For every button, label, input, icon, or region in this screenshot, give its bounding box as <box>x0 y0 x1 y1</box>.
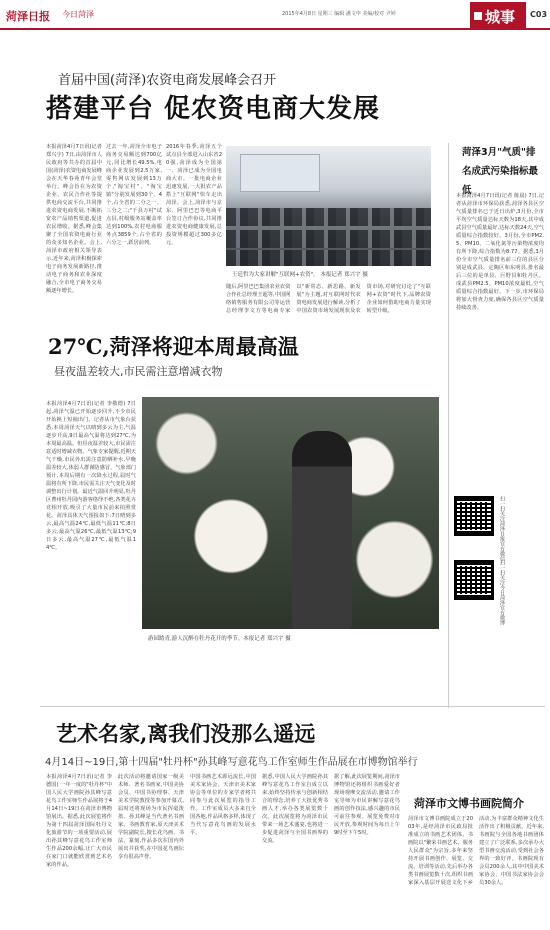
masthead-subtitle: 今日菏泽 <box>62 10 94 19</box>
article4-headline: 菏泽市文博书画院简介 <box>414 797 524 810</box>
side-article-headline: 菏泽3月"气质"排名成武污染指标最低 <box>462 147 539 196</box>
article1-headline: 搭建平台 促农资电商大发展 <box>46 94 381 124</box>
article1-column-1: 本报菏泽4月7日讯(记者 郑兴宇) 7日,由菏泽市人民政府等共办的首届中国(菏泽)农资电商发展峰会在天华春苑青年会堂举行。峰会旨在为农资企业、农民合作社等提供电商交流平台,共同推进农资电商发展,不断拓宽农产品销售渠道,促进农民增收。据悉,峰会集聚了全国农资电商行业的众多知名企业。会上,菏泽市政府相关领导表示,近年来,菏泽积极探索电子商务发展新路径,推动电子商务和农业深度融合,全市电子商务交易额逐年增长。 <box>46 144 102 294</box>
article1-photo-caption: 王廷哲为大家讲解"互联网+农资"。 本报记者 郑兴宇 摄 <box>232 272 368 278</box>
article1-photo <box>226 146 431 266</box>
issue-info: 2015年4月8日 星期三 编辑 潘文申 美编/校对 尹婷 <box>282 11 396 17</box>
article3-subtitle: 4月14日~19日,第十四届"牡丹杯"孙其峰写意花鸟工作室师生作品展在市博物馆举行 <box>45 757 418 768</box>
article3-headline: 艺术名家,离我们没那么遥远 <box>56 721 316 746</box>
article3-column-3: 中国书画艺术源远流长,中国美术家协会、天津市美术家协会等单位的专家学者将共同参与此次展览的指导工作。工作室成员大多来自全国各地,作品风格多样,体现了当代写意花鸟画的发展水平。 <box>190 774 256 836</box>
article1-column-3: 2016年春季,菏泽五个试点县全部进入山东省20强,菏泽成为全国第一、菏泽已成为全国电商大市。一批电商企业迅速发展,一大批农产品搭上"互联网"快车走出菏泽。会上,菏泽市与京东、阿里巴巴等电商平台签订合作协议,共同推进农资电商健康发展,总投资规模超过300多亿元。 <box>166 144 222 246</box>
section-tab <box>470 2 526 30</box>
article1-column-4: 随后,阿里巴巴集团农业农资合作社总经理王超等,中国网络销售服务有限公司等运营总经理李文方等电商专家以"新常态、新思路、新发展"为主题,对互联网时代农资电商发展进行解读,分析了中国农资市场发展现状及农资市场,对研究讨论了"互联网+农资"时代下,品牌农资企业如何借助电商力量实现转型升级。 <box>226 284 431 314</box>
article1-column-2: 过去一年,菏泽全市电子商务交易额达到700亿元,同比增长49.5%,电商企业发展到2.5万家,零售网店发展到13万个,"淘宝村"、"淘宝镇"分别发展到30个、4个,占全省的二分之一、三分之二;"千县万村"试点县,村级服务站覆盖率达到100%,农村电商服务点3859个,占全省的六分之一,跃居前列。 <box>106 144 162 246</box>
article3-column-2: 此次活动将邀请国家一级美术师、著名书画家,中国美协会员、中国书协理事、天津美术学院教授等参加开幕式,届时还将现场为市民挥毫泼墨。孙其峰是当代著名书画家、书画教育家,原天津美术学院副院长,擅长花鸟画、书法、篆刻,作品多次在国内外展出并获奖,在中国花鸟画坛享有很高声誉。 <box>118 774 184 860</box>
side-article-body: 本报菏泽4月7日讯(记者 陈晨) 7日,记者从菏泽市环保局获悉,菏泽各县区空气质量排名已于近日出炉,3月份,全市平均空气质量达标天数为18天,其中成武县空气质量最好,达标天数24天,空气质量综合指数较好。3月份,全市PM2.5、PM10、二氧化氮等污染物浓度均有所下降,综合指数为8.77。据悉,3月份全市空气质量排名前三位的县区分别是成武县、定陶区和东明县,排名最后三位的是单县、巨野县和牡丹区。成武县PM2.5、PM10浓度最低,空气质量综合指数最好。下一步,市环保局将加大督查力度,确保各县区空气质量持续改善。 <box>456 193 544 311</box>
article3-column-4: 据悉,中国人民大学画院孙其峰写意花鸟工作室自成立以来,始终坚持传承与创新相结合的理念,培养了大批优秀书画人才,举办各类展览数十次。此次展览将为菏泽市民带来一场艺术盛宴,也将进一步促进菏泽与全国书画界的交流。 <box>262 774 328 844</box>
article4-body: 菏泽市文博书画院成立于2003年,是经菏泽市民政局批准成立的书画艺术团体。书画院以"繁荣书画艺术、服务人民群众"为宗旨,多年来坚持开展书画创作、展览、交流、培训等活动,先后举办各类书画展览数十次,组织书画家深入基层开展送文化下乡活动,为丰富群众精神文化生活作出了积极贡献。近年来,书画院与全国各地书画团体建立了广泛联系,多次承办大型书画交流活动,受到社会各界的一致好评。书画院现有会员200余人,其中中国美术家协会、中国书法家协会会员30余人。 <box>408 816 544 886</box>
article3-column-5: 据了解,此次展览期间,菏泽市博物馆还将组织书画爱好者现场观摩交流活动,邀请工作室导师为市民讲解写意花鸟画的创作技法,感兴趣的市民可前往参观。展览免费对市民开放,参观时间为每日上午9时至下午5时。 <box>334 774 400 836</box>
photo-person <box>292 431 352 629</box>
article2-photo-caption: 游园踏青,游人沉醉在牡丹花开的季节。本报记者 郑兴宇 摄 <box>148 636 291 642</box>
article3-column-1: 本报菏泽4月7日讯(记者 李德国) 一年一度的"牡丹杯"中国人民大学画院孙其峰写意花鸟工作室师生作品展将于4月14日~19日在菏泽市博物馆展出。据悉,此次展览将作为第十四届菏泽国际牡丹文化旅游节的一项重要活动,展出孙其峰写意花鸟工作室师生作品200余幅,让广大市民在家门口就能欣赏到艺术名家的作品。 <box>46 774 112 868</box>
qr-code-wechat <box>454 496 494 536</box>
article2-headline: 27℃,菏泽将迎本周最高温 <box>48 334 299 359</box>
projection-screen <box>240 154 320 192</box>
article1-kicker: 首届中国(菏泽)农资电商发展峰会召开 <box>58 73 277 88</box>
article2-body: 本报菏泽4月7日讯(记者 李敬德) 7日起,菏泽气温已开始逐步回升,不少市民开始换上短袖出门。记者从市气象台获悉,本周菏泽天气以晴到多云为主,气温逐步升高,9日最高气温将达到27℃,为本周最高温。但昼夜温差较大,市民需注意适时增减衣物。气象专家提醒,近期天气干燥,市民外出需注意防晒补水,早晚温差较大,体弱人群谨防感冒。气象部门预计,本周后期有一次降水过程,届时气温将有所下降,市民需关注天气变化及时调整出行计划。最近气温回升明显,牡丹区曹州牡丹园内游客络绎不绝,各类花卉竞相开放,吸引了大量市民前来拍照赏花。菏泽具体天气预报如下:7日晴到多云,最高气温24℃,最低气温11℃;8日多云,最高气温26℃,最低气温13℃;9日多云,最高气温27℃,最低气温14℃。 <box>46 401 136 551</box>
article2-subtitle: 昼夜温差较大,市民需注意增减衣物 <box>54 365 223 378</box>
page-header <box>0 0 550 30</box>
section-square-icon <box>474 12 482 20</box>
qr-wechat-label: 扫一扫关注菏泽日报官方微信 <box>499 496 505 561</box>
masthead-logo: 菏泽日报 <box>6 10 50 23</box>
qr-code-weibo <box>454 560 494 600</box>
page-number: C03 <box>530 10 548 19</box>
section-label: 城事 <box>485 8 516 26</box>
qr-weibo-label: 扫一扫关注今日菏泽官方微博 <box>499 560 505 625</box>
article2-photo <box>142 397 439 629</box>
